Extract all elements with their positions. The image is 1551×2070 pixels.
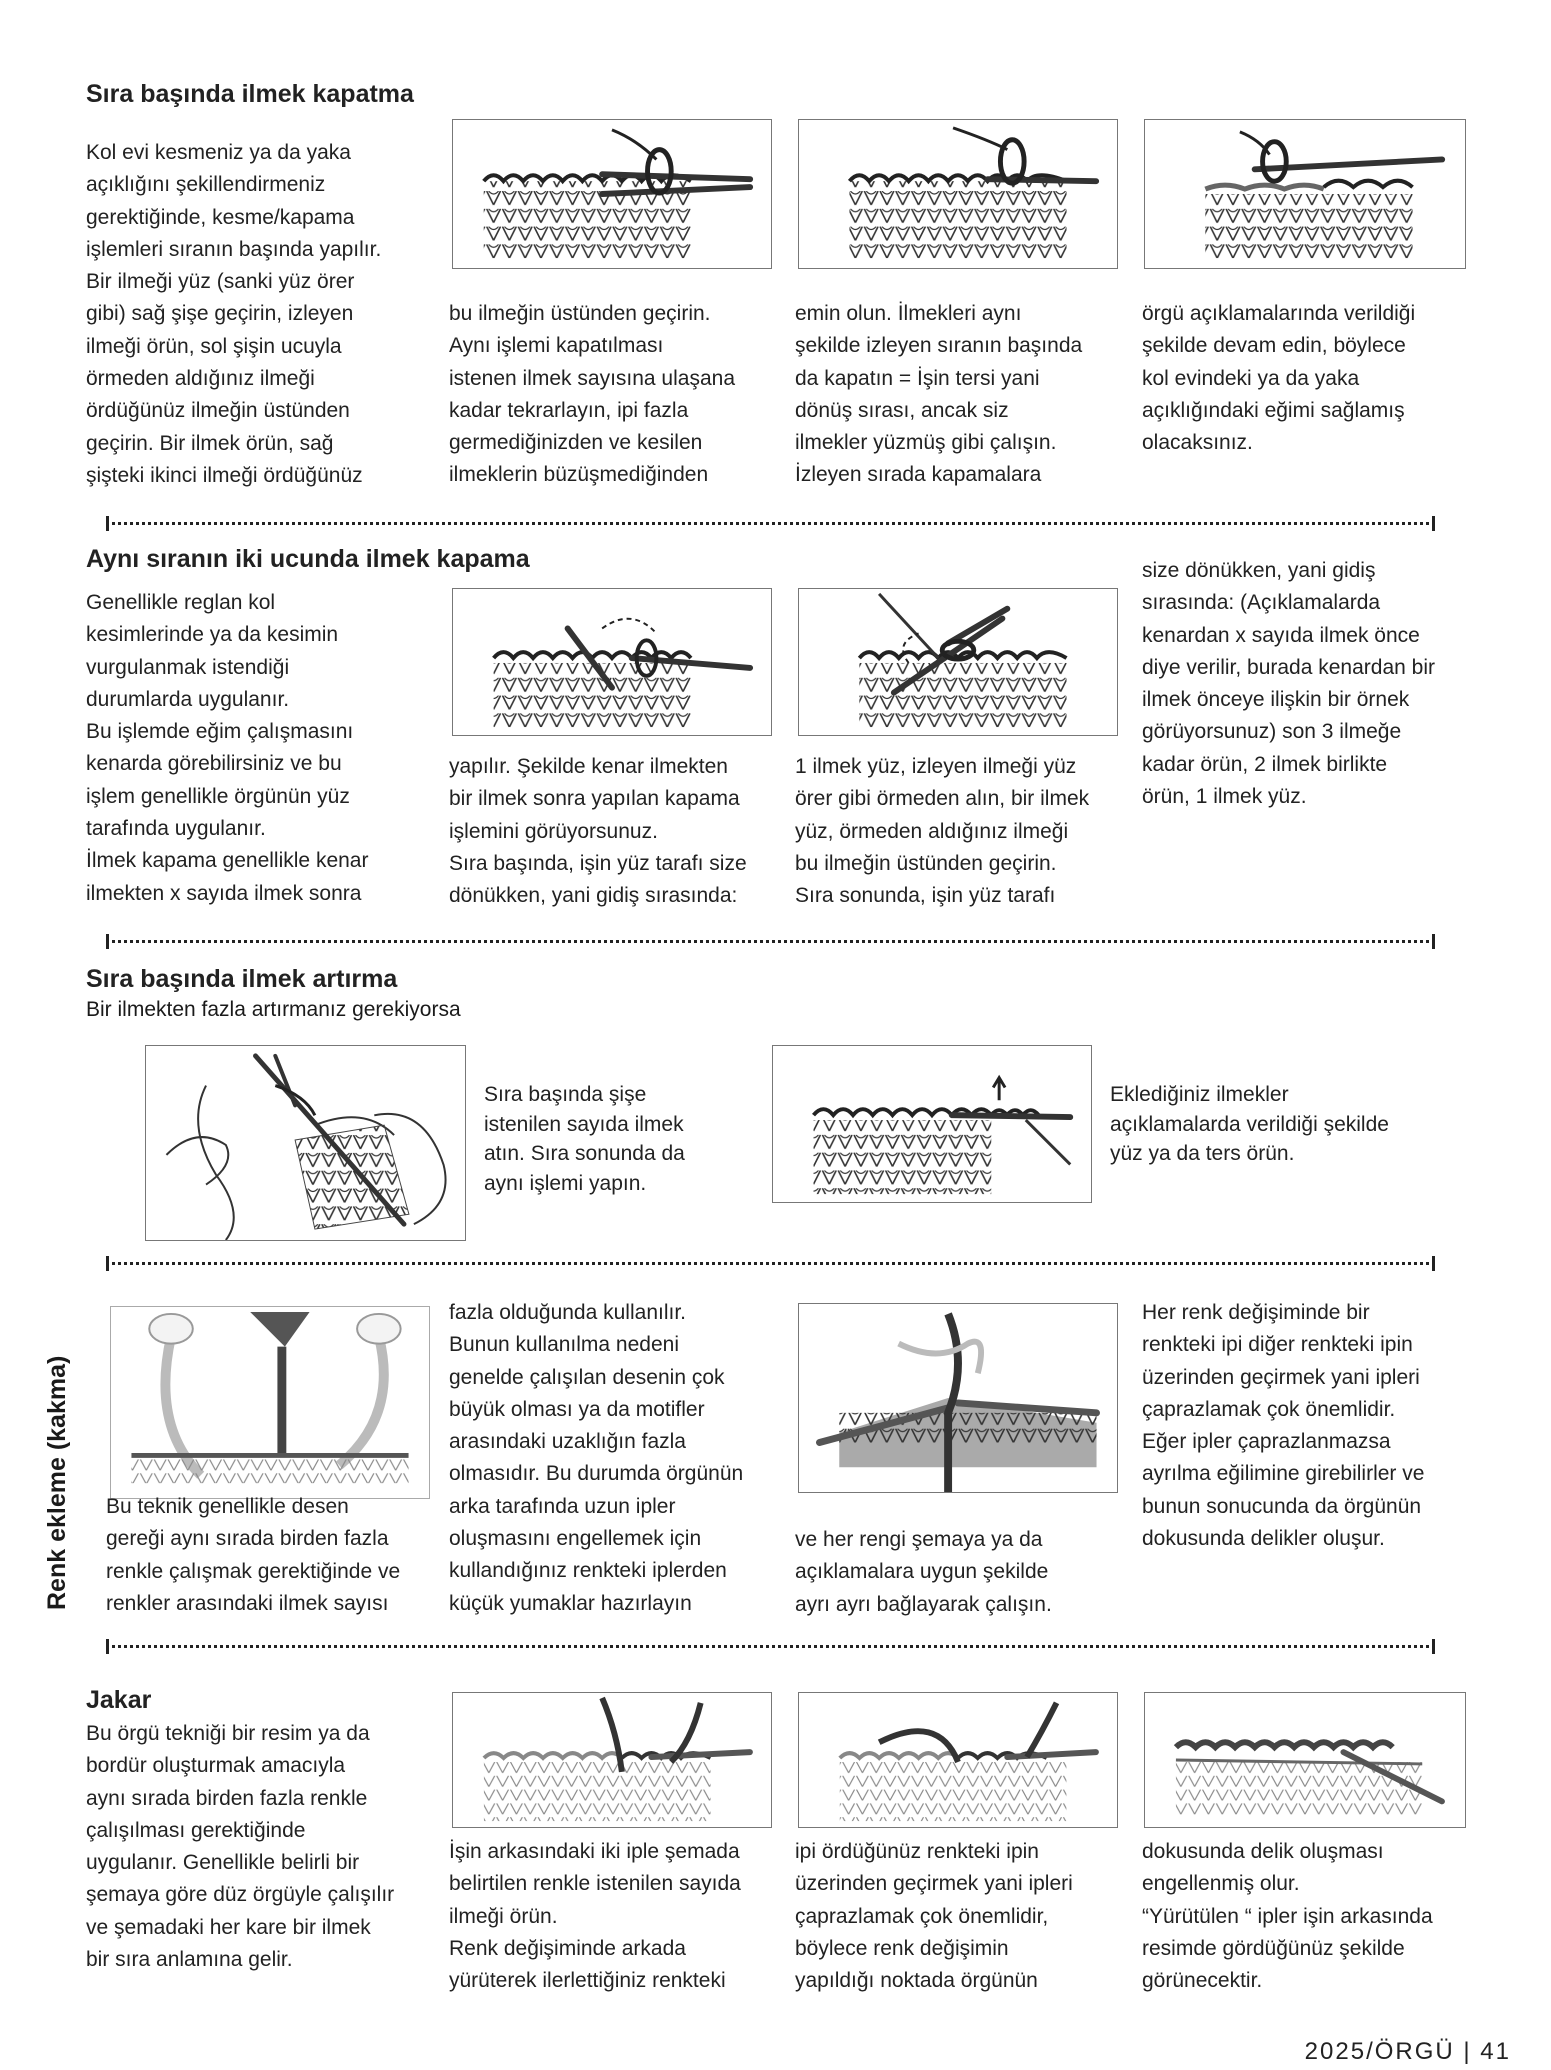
s1-text-col2: bu ilmeğin üstünden geçirin. Aynı işlemi kapatılması istenen ilmek sayısına ulaşana kadar tekrarlayın, ipi fazla germediğinizden ve kesilen ilmeklerin büzüşmediğinden	[449, 302, 735, 487]
s1-text-col1: Kol evi kesmeniz ya da yaka açıklığını şekillendirmeniz gerektiğinde, kesme/kapama işlemleri sıranın başında yapılır. Bir ilmeği yüz (sanki yüz örer gibi) sağ şişe geçirin, izleyen ilmeği örün, sol şişin ucuyla örmeden aldığınız ilmeği ördüğünüz ilmeğin üstünden geçirin. Bir ilmek örün, sağ şişteki ikinci ilmeği ördüğünüz	[86, 141, 382, 487]
s2-text-col4: size dönükken, yani gidiş sırasında: (Açıklamalarda kenardan x sayıda ilmek önce diye verilir, burada kenardan bir ilmek önceye ilişkin bir örnek görüyorsunuz) son 3 ilmeğe kadar örün, 2 ilmek birlikte örün, 1 ilmek yüz.	[1142, 559, 1435, 809]
s5-text-col2: İşin arkasındaki iki iple şemada belirtilen renkle istenilen sayıda ilmeği örün. Renk değişiminde arkada yürüterek ilerlettiğiniz renkteki	[449, 1840, 741, 1993]
increase-stitches-illustration	[772, 1045, 1092, 1203]
s3-text2: Eklediğiniz ilmekler açıklamalarda verildiği şekilde yüz ya da ters örün.	[1110, 1083, 1389, 1165]
section-title-bind-off-start: Sıra başında ilmek kapatma	[86, 80, 414, 108]
s4-text-col4: Her renk değişiminde bir renkteki ipi diğer renkteki ipin üzerinden geçirmek yani ipleri çaprazlamak çok önemlidir. Eğer ipler çaprazlanmazsa ayrılma eğilimine girebilirler ve bunun sonucunda da örgünün dokusunda delikler oluşur.	[1142, 1301, 1425, 1551]
jacquard-back-floats-illustration	[1144, 1692, 1466, 1828]
bind-off-step2-illustration	[798, 119, 1118, 269]
s3-subtitle: Bir ilmekten fazla artırmanız gerekiyorsa	[86, 998, 461, 1021]
s2-text-col1: Genellikle reglan kol kesimlerinde ya da kesimin vurgulanmak istendiği durumlarda uygulanır. Bu işlemde eğim çalışmasını kenarda görebilirsiniz ve bu işlem genellikle örgünün yüz tarafında uygulanır. İlmek kapama genellikle kenar ilmekten x sayıda ilmek sonra	[86, 591, 369, 905]
section-title-bind-off-both-ends: Aynı sıranın iki ucunda ilmek kapama	[86, 545, 530, 573]
cast-on-hands-illustration	[145, 1045, 466, 1241]
s2-text-col2: yapılır. Şekilde kenar ilmekten bir ilmek sonra yapılan kapama işlemini görüyorsunuz. Sıra başında, işin yüz tarafı size dönükken, yani gidiş sırasında:	[449, 755, 747, 908]
bind-off-step1-illustration	[452, 119, 772, 269]
jacquard-step1-illustration	[452, 1692, 772, 1828]
section-title-intarsia: Renk ekleme (kakma)	[43, 1355, 71, 1610]
intarsia-bobbins-illustration	[110, 1306, 430, 1499]
section-divider	[106, 1262, 1435, 1265]
s5-text-col4: dokusunda delik oluşması engellenmiş olur. “Yürütülen “ ipler işin arkasında resimde gördüğünüz şekilde görünecektir.	[1142, 1840, 1433, 1993]
s3-text1: Sıra başında şişe istenilen sayıda ilmek atın. Sıra sonunda da aynı işlemi yapın.	[484, 1083, 685, 1195]
jacquard-step2-illustration	[798, 1692, 1118, 1828]
intarsia-crossing-illustration	[798, 1303, 1118, 1493]
bind-off-end-illustration	[798, 588, 1118, 736]
bind-off-step3-illustration	[1144, 119, 1466, 269]
bind-off-edge-illustration	[452, 588, 772, 736]
page-footer: 2025/ÖRGÜ | 41	[1304, 2038, 1511, 2065]
s5-text-col1: Bu örgü tekniği bir resim ya da bordür oluşturmak amacıyla aynı sırada birden fazla renkle çalışılması gerektiğinde uygulanır. Genellikle belirli bir şemaya göre düz örgüyle çalışılır ve şemadaki her kare bir ilmek bir sıra anlamına gelir.	[86, 1722, 395, 1972]
s2-text-col3: 1 ilmek yüz, izleyen ilmeği yüz örer gibi örmeden alın, bir ilmek yüz, örmeden aldığınız ilmeği bu ilmeğin üstünden geçirin. Sıra sonunda, işin yüz tarafı	[795, 755, 1090, 908]
s4-text-col2: fazla olduğunda kullanılır. Bunun kullanılma nedeni genelde çalışılan desenin çok büyük olması ya da motifler arasındaki uzaklığın fazla olmasıdır. Bu durumda örgünün arka tarafında uzun ipler oluşmasını engellemek için kullandığınız renkteki iplerden küçük yumaklar hazırlayın	[449, 1301, 744, 1615]
s4-text-col1: Bu teknik genellikle desen gereği aynı sırada birden fazla renkle çalışmak gerektiğinde ve renkler arasındaki ilmek sayısı	[106, 1495, 401, 1615]
section-divider	[106, 1645, 1435, 1648]
section-divider	[106, 940, 1435, 943]
s5-text-col3: ipi ördüğünüz renkteki ipin üzerinden geçirmek yani ipleri çaprazlamak çok önemlidir, böylece renk değişimin yapıldığı noktada örgünün	[795, 1840, 1073, 1993]
s1-text-col4: örgü açıklamalarında verildiği şekilde devam edin, böylece kol evindeki ya da yaka açıklığındaki eğimi sağlamış olacaksınız.	[1142, 302, 1416, 455]
section-title-jacquard: Jakar	[86, 1686, 152, 1714]
section-divider	[106, 522, 1435, 525]
s4-text-col3: ve her rengi şemaya ya da açıklamalara uygun şekilde ayrı ayrı bağlayarak çalışın.	[795, 1528, 1052, 1616]
s1-text-col3: emin olun. İlmekleri aynı şekilde izleyen sıranın başında da kapatın = İşin tersi yani dönüş sırası, ancak siz ilmekler yüzmüş gibi çalışın. İzleyen sırada kapamalara	[795, 302, 1083, 487]
section-title-increase-start: Sıra başında ilmek artırma	[86, 965, 398, 993]
